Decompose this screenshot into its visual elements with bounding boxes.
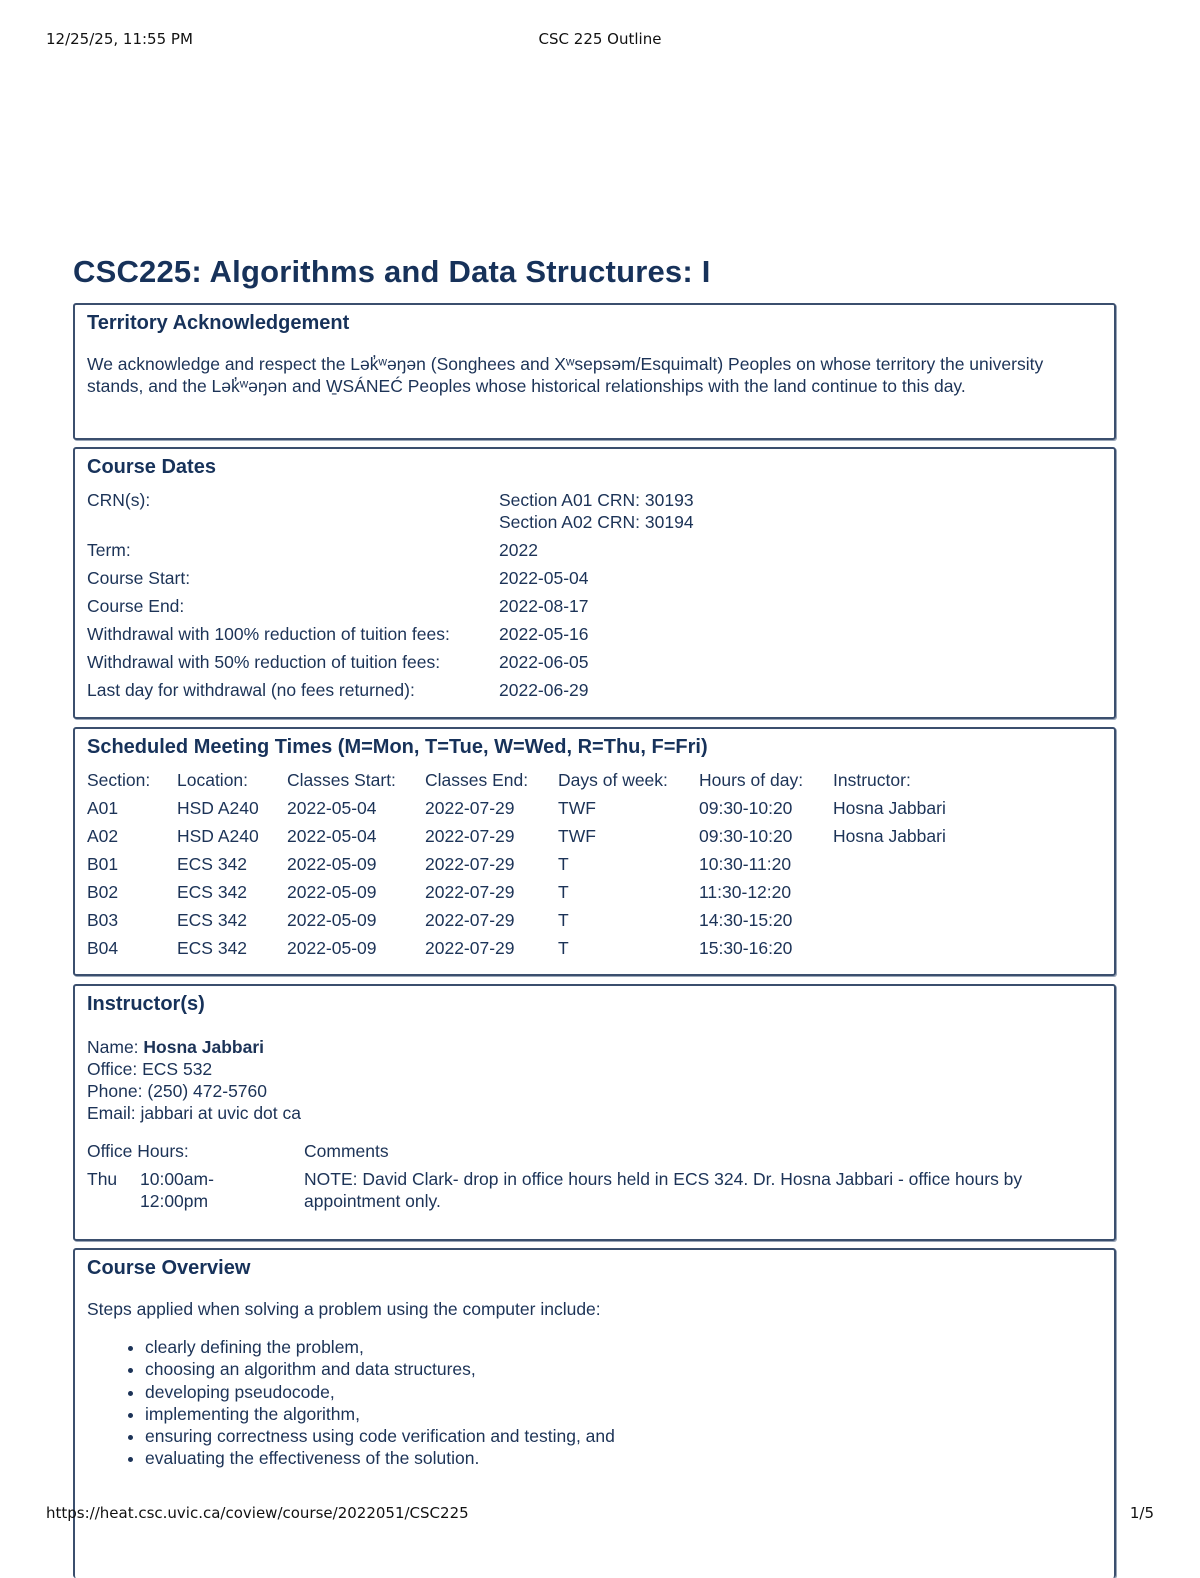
table-cell: 2022-07-29	[425, 938, 515, 958]
meeting-column-header: Section:	[87, 770, 151, 790]
list-item: • developing pseudocode,	[145, 1381, 1102, 1403]
office-hours-row	[87, 1168, 1097, 1218]
table-cell: ECS 342	[177, 882, 248, 902]
list-item: • implementing the algorithm,	[145, 1403, 1102, 1425]
table-cell	[833, 937, 946, 965]
meeting-column-header: Instructor:	[833, 770, 911, 790]
table-cell: 15:30-16:20	[699, 938, 793, 958]
table-cell: ECS 342	[177, 854, 248, 874]
table-cell: A02	[87, 826, 119, 846]
course-dates-section	[73, 447, 1116, 719]
print-header	[46, 30, 1154, 50]
table-row	[87, 937, 946, 965]
date-row	[87, 623, 694, 651]
table-cell: HSD A240	[177, 798, 259, 818]
date-row	[87, 679, 694, 707]
crn-value: Section A02 CRN: 30194	[499, 512, 694, 532]
meeting-times-heading: Scheduled Meeting Times (M=Mon, T=Tue, W=Wed, R=Thu, F=Fri)	[87, 736, 708, 758]
table-row	[87, 881, 946, 909]
table-cell: 2022-05-09	[287, 938, 377, 958]
course-overview-steps	[87, 1336, 1102, 1470]
table-cell: B01	[87, 854, 119, 874]
date-value: 2022-05-04	[499, 568, 589, 588]
print-footer	[46, 1504, 1154, 1524]
date-label: Last day for withdrawal (no fees returned):	[87, 680, 415, 700]
date-value: 2022-06-05	[499, 652, 589, 672]
table-cell: HSD A240	[177, 826, 259, 846]
table-cell: 2022-05-04	[287, 798, 377, 818]
table-cell: ECS 342	[177, 938, 248, 958]
table-cell: 10:30-11:20	[699, 854, 792, 874]
crn-row	[87, 489, 694, 539]
date-row	[87, 651, 694, 679]
print-datetime: 12/25/25, 11:55 PM	[46, 30, 193, 48]
office-hours-table	[87, 1140, 1097, 1218]
date-value: 2022-05-16	[499, 624, 589, 644]
table-cell: T	[558, 854, 569, 874]
date-label: Course Start:	[87, 568, 191, 588]
date-label: Term:	[87, 540, 131, 560]
table-cell	[833, 909, 946, 937]
instructor-office: Office: ECS 532	[87, 1059, 213, 1079]
instructor-section	[73, 984, 1116, 1241]
office-hours-comment: NOTE: David Clark- drop in office hours held in ECS 324. Dr. Hosna Jabbari - office hours by appointment only.	[304, 1169, 1023, 1211]
office-hours-time	[140, 1168, 304, 1218]
meeting-column-header: Location:	[177, 770, 249, 790]
meeting-column-header: Classes Start:	[287, 770, 396, 790]
table-cell: 2022-07-29	[425, 910, 515, 930]
territory-text: We acknowledge and respect the Lək̓ʷəŋən (Songhees and Xʷsepsəm/Esquimalt) Peoples on whose territory the university stands, and the Lək̓ʷəŋən and W̱SÁNEĆ Peoples whose historical relationships with the land continue to this day.	[87, 354, 1044, 396]
table-cell: TWF	[558, 826, 596, 846]
table-cell: 2022-07-29	[425, 826, 515, 846]
table-cell: 2022-07-29	[425, 854, 515, 874]
table-cell	[833, 881, 946, 909]
date-row	[87, 595, 694, 623]
territory-acknowledgement-section	[73, 303, 1116, 440]
print-url[interactable]: https://heat.csc.uvic.ca/coview/course/2022051/CSC225	[46, 1504, 469, 1522]
office-hours-time-end: 12:00pm	[140, 1191, 209, 1211]
meeting-column-header: Hours of day:	[699, 770, 804, 790]
date-value: 2022	[499, 540, 538, 560]
table-cell: 2022-05-09	[287, 910, 377, 930]
comments-label: Comments	[304, 1141, 389, 1161]
office-hours-day: Thu	[87, 1169, 118, 1189]
table-cell: 2022-05-09	[287, 882, 377, 902]
table-cell	[833, 853, 946, 881]
table-cell: T	[558, 910, 569, 930]
list-item: • ensuring correctness using code verification and testing, and	[145, 1425, 1102, 1447]
table-row	[87, 797, 946, 825]
table-cell: Hosna Jabbari	[833, 798, 946, 818]
print-doc-title: CSC 225 Outline	[538, 30, 662, 48]
date-value: 2022-08-17	[499, 596, 589, 616]
date-row	[87, 567, 694, 595]
crn-value: Section A01 CRN: 30193	[499, 490, 694, 510]
list-item: • clearly defining the problem,	[145, 1336, 1102, 1358]
list-item: • evaluating the effectiveness of the solution.	[145, 1447, 1102, 1469]
course-overview-intro: Steps applied when solving a problem using the computer include:	[87, 1299, 601, 1319]
instructor-name: Hosna Jabbari	[143, 1037, 265, 1057]
table-row	[87, 853, 946, 881]
table-cell: 14:30-15:20	[699, 910, 793, 930]
table-cell: 2022-05-09	[287, 854, 377, 874]
table-row	[87, 825, 946, 853]
instructor-name-line	[87, 1036, 1102, 1058]
table-cell: B03	[87, 910, 119, 930]
table-cell: 11:30-12:20	[699, 882, 792, 902]
office-hours-header-row	[87, 1140, 1097, 1168]
table-cell: B04	[87, 938, 119, 958]
office-hours-label: Office Hours:	[87, 1141, 189, 1161]
crn-values	[499, 489, 694, 539]
meeting-times-section	[73, 727, 1116, 976]
date-label: Withdrawal with 100% reduction of tuition fees:	[87, 624, 450, 644]
date-value: 2022-06-29	[499, 680, 589, 700]
table-cell: 09:30-10:20	[699, 798, 793, 818]
table-cell: B02	[87, 882, 119, 902]
table-cell: ECS 342	[177, 910, 248, 930]
print-page-number: 1/5	[1129, 1504, 1154, 1522]
table-cell: 2022-07-29	[425, 882, 515, 902]
table-row	[87, 909, 946, 937]
table-cell: T	[558, 938, 569, 958]
course-overview-section	[73, 1248, 1116, 1578]
date-label: Course End:	[87, 596, 185, 616]
instructor-name-label: Name:	[87, 1037, 144, 1057]
instructor-email: Email: jabbari at uvic dot ca	[87, 1103, 301, 1123]
meeting-header-row	[87, 769, 946, 797]
course-dates-table	[87, 489, 694, 707]
course-overview-heading: Course Overview	[87, 1257, 251, 1279]
course-dates-heading: Course Dates	[87, 456, 216, 478]
list-item: • choosing an algorithm and data structures,	[145, 1358, 1102, 1380]
instructor-phone: Phone: (250) 472-5760	[87, 1081, 267, 1101]
table-cell: 09:30-10:20	[699, 826, 793, 846]
meeting-times-table	[87, 769, 946, 965]
table-cell: T	[558, 882, 569, 902]
date-row	[87, 539, 694, 567]
instructor-details	[87, 1036, 1102, 1124]
meeting-column-header: Days of week:	[558, 770, 668, 790]
table-cell: Hosna Jabbari	[833, 826, 946, 846]
territory-heading: Territory Acknowledgement	[87, 312, 350, 334]
instructor-heading: Instructor(s)	[87, 993, 205, 1015]
meeting-column-header: Classes End:	[425, 770, 529, 790]
date-label: Withdrawal with 50% reduction of tuition fees:	[87, 652, 441, 672]
table-cell: 2022-05-04	[287, 826, 377, 846]
page-title: CSC225: Algorithms and Data Structures: I	[73, 254, 711, 289]
office-hours-time-start: 10:00am-	[140, 1169, 214, 1189]
crn-label: CRN(s):	[87, 490, 151, 510]
table-cell: TWF	[558, 798, 596, 818]
table-cell: 2022-07-29	[425, 798, 515, 818]
table-cell: A01	[87, 798, 119, 818]
